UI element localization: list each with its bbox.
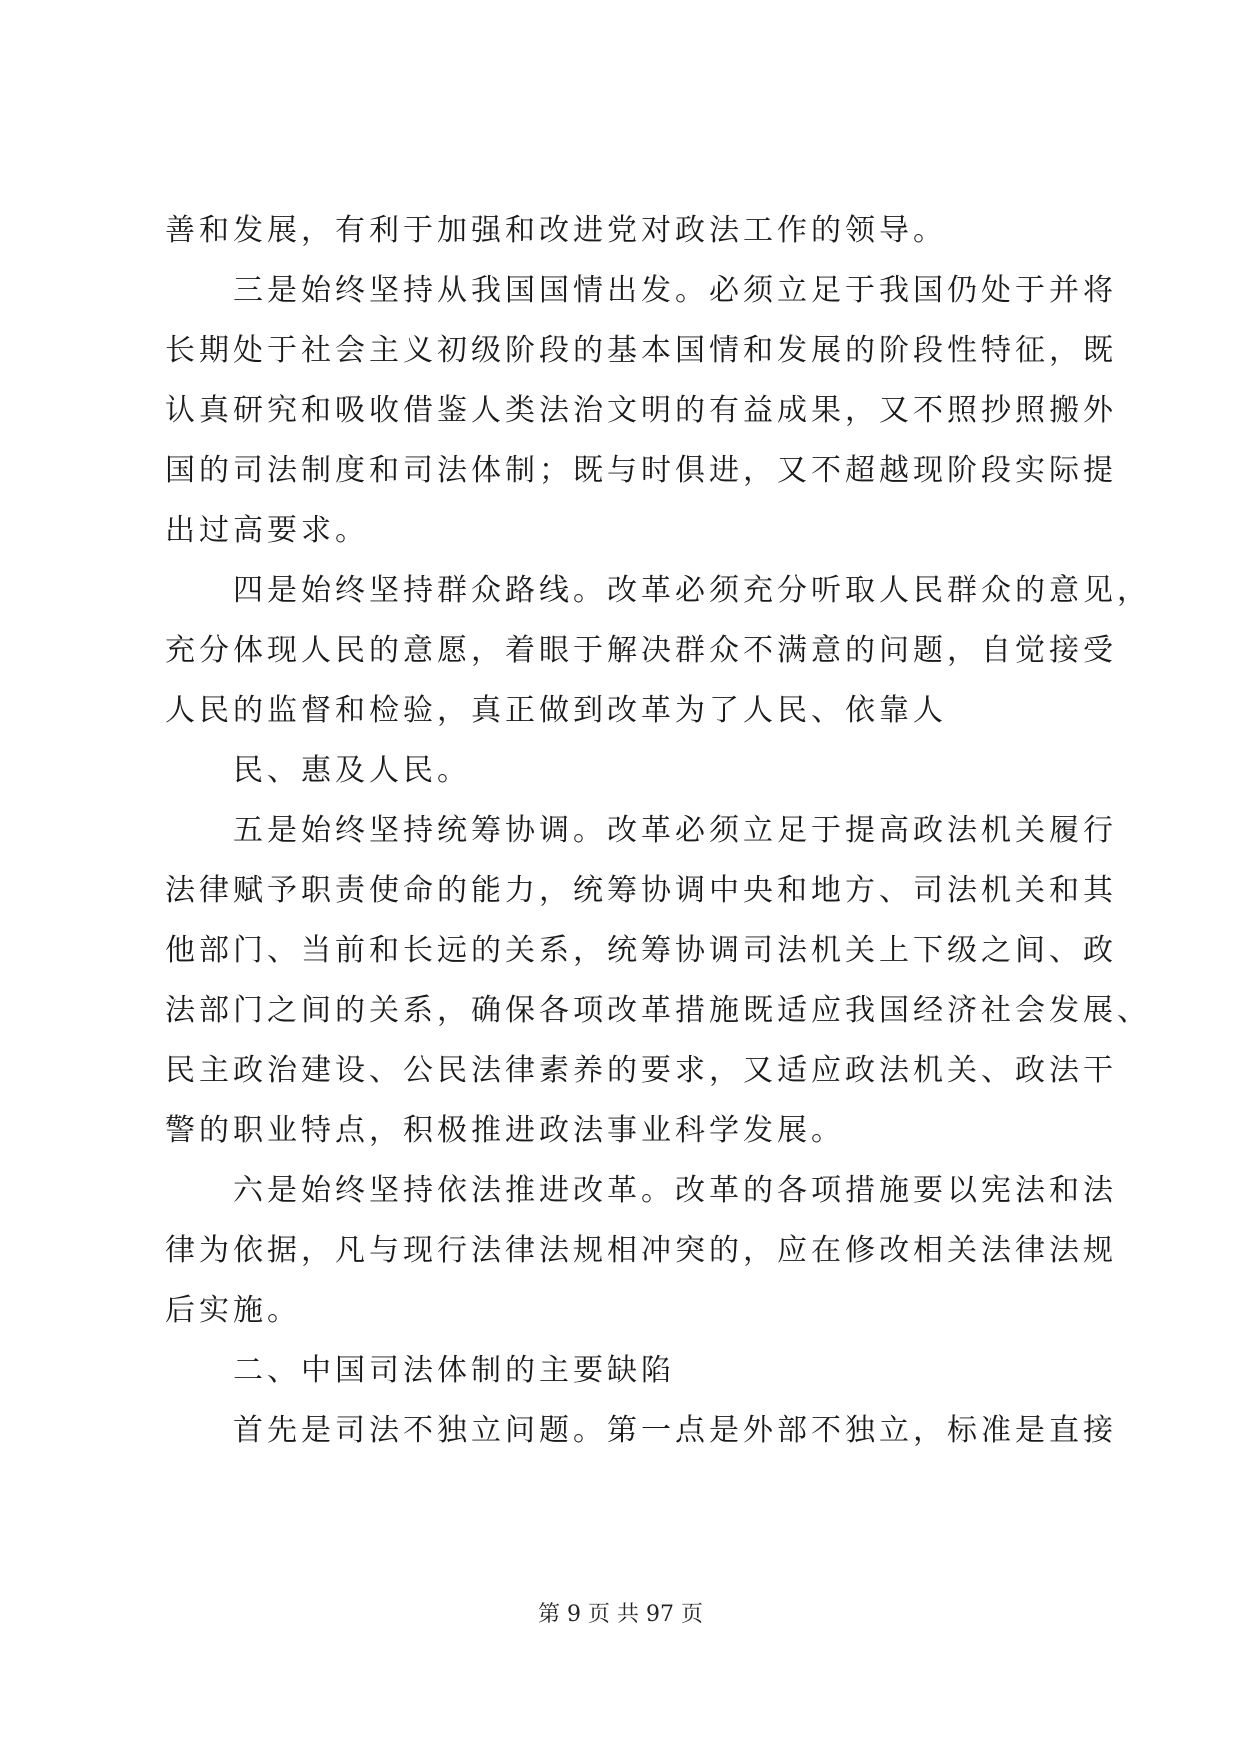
text-line: 五是始终坚持统筹协调。改革必须立足于提高政法机关履行 xyxy=(233,813,1117,848)
text-line: 国的司法制度和司法体制；既与时俱进，又不超越现阶段实际提 xyxy=(165,453,1117,488)
document-body xyxy=(165,201,1151,1461)
text-line: 二、中国司法体制的主要缺陷 xyxy=(233,1353,675,1388)
text-line: 警的职业特点，积极推进政法事业科学发展。 xyxy=(165,1113,845,1148)
text-line: 充分体现人民的意愿，着眼于解决群众不满意的问题，自觉接受 xyxy=(165,633,1117,668)
text-line: 善和发展，有利于加强和改进党对政法工作的领导。 xyxy=(165,213,947,248)
text-line: 民主政治建设、公民法律素养的要求，又适应政法机关、政法干 xyxy=(165,1053,1117,1088)
text-line: 六是始终坚持依法推进改革。改革的各项措施要以宪法和法 xyxy=(233,1173,1117,1208)
text-line: 他部门、当前和长远的关系，统筹协调司法机关上下级之间、政 xyxy=(165,933,1117,968)
text-line: 人民的监督和检验，真正做到改革为了人民、依靠人 xyxy=(165,693,947,728)
text-line: 法部门之间的关系，确保各项改革措施既适应我国经济社会发展、 xyxy=(165,993,1151,1028)
text-line: 律为依据，凡与现行法律法规相冲突的，应在修改相关法律法规 xyxy=(165,1233,1117,1268)
text-line: 四是始终坚持群众路线。改革必须充分听取人民群众的意见， xyxy=(233,573,1151,608)
page-footer: 第 9 页 共 97 页 xyxy=(538,1602,703,1627)
text-line: 三是始终坚持从我国国情出发。必须立足于我国仍处于并将 xyxy=(233,273,1117,308)
text-line: 长期处于社会主义初级阶段的基本国情和发展的阶段性特征，既 xyxy=(165,333,1117,368)
text-line: 民、惠及人民。 xyxy=(233,753,471,788)
text-line: 后实施。 xyxy=(165,1293,301,1328)
text-line: 出过高要求。 xyxy=(165,513,369,548)
text-line: 首先是司法不独立问题。第一点是外部不独立，标准是直接 xyxy=(233,1413,1117,1448)
text-line: 法律赋予职责使命的能力，统筹协调中央和地方、司法机关和其 xyxy=(165,873,1117,908)
text-line: 认真研究和吸收借鉴人类法治文明的有益成果，又不照抄照搬外 xyxy=(165,393,1117,428)
